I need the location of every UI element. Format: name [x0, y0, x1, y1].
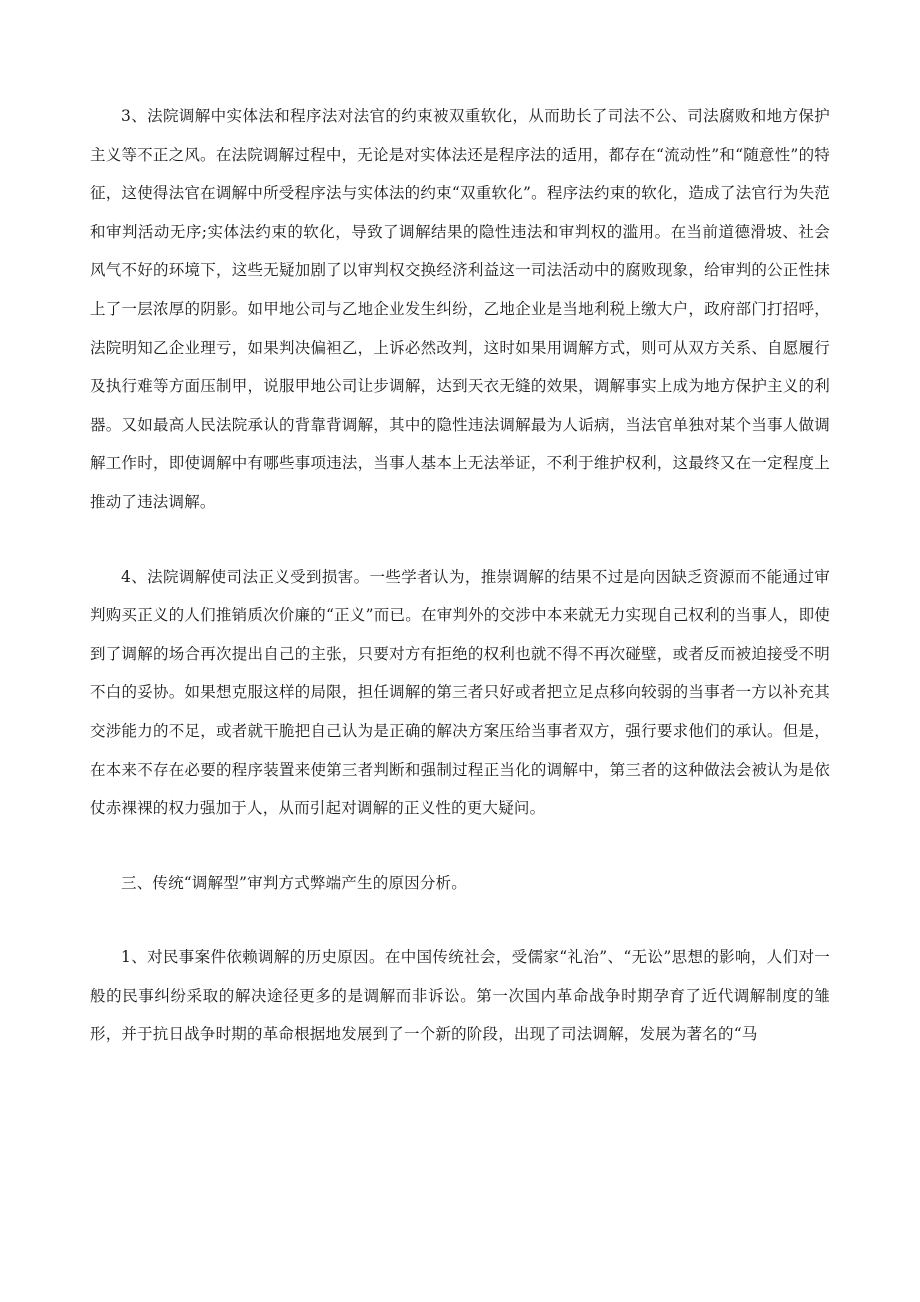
paragraph-spacer — [90, 902, 830, 938]
document-body — [90, 97, 830, 1054]
section-heading-cause-analysis: 三、传统“调解型”审判方式弊端产生的原因分析。 — [121, 873, 467, 892]
paragraph-judicial-justice: 4、法院调解使司法正义受到损害。一些学者认为，推崇调解的结果不过是向因缺乏资源而不能通过审判购买正义的人们推销质次价廉的“正义”而已。在审判外的交涉中本来就无力实现自己权利的当事人，即使到了调解的场合再次提出自己的主张，只要对方有拒绝的权利也就不得不再次碰壁，或者反而被迫接受不明不白的妥协。如果想克服这样的局限，担任调解的第三者只好或者把立足点移向较弱的当事者一方以补充其交涉能力的不足，或者就干脆把自己认为是正确的解决方案压给当事者双方，强行要求他们的承认。但是，在本来不存在必要的程序装置来使第三者判断和强制过程正当化的调解中，第三者的这种做法会被认为是依仗赤裸裸的权力强加于人，从而引起对调解的正义性的更大疑问。 — [90, 567, 830, 818]
paragraph-mediation-constraints: 3、法院调解中实体法和程序法对法官的约束被双重软化，从而助长了司法不公、司法腐败和地方保护主义等不正之风。在法院调解过程中，无论是对实体法还是程序法的适用，都存在“流动性”和“随意性”的特征，这使得法官在调解中所受程序法与实体法的约束“双重软化”。程序法约束的软化，造成了法官行为失范和审判活动无序;实体法约束的软化，导致了调解结果的隐性违法和审判权的滥用。在当前道德滑坡、社会风气不好的环境下，这些无疑加剧了以审判权交换经济利益这一司法活动中的腐败现象，给审判的公正性抹上了一层浓厚的阴影。如甲地公司与乙地企业发生纠纷，乙地企业是当地利税上缴大户，政府部门打招呼，法院明知乙企业理亏，如果判决偏袒乙，上诉必然改判，这时如果用调解方式，则可从双方关系、自愿履行及执行难等方面压制甲，说服甲地公司让步调解，达到天衣无缝的效果，调解事实上成为地方保护主义的利器。又如最高人民法院承认的背靠背调解，其中的隐性违法调解最为人诟病，当法官单独对某个当事人做调解工作时，即使调解中有哪些事项违法，当事人基本上无法举证，不利于维护权利，这最终又在一定程度上推动了违法调解。 — [90, 107, 830, 511]
paragraph-spacer — [90, 828, 830, 864]
paragraph-historical-reasons: 1、对民事案件依赖调解的历史原因。在中国传统社会，受儒家“礼治”、“无讼”思想的影响，人们对一般的民事纠纷采取的解决途径更多的是调解而非诉讼。第一次国内革命战争时期孕育了近代调解制度的雏形，并于抗日战争时期的革命根据地发展到了一个新的阶段，出现了司法调解，发展为著名的“马 — [90, 948, 830, 1044]
paragraph-spacer — [90, 522, 830, 558]
